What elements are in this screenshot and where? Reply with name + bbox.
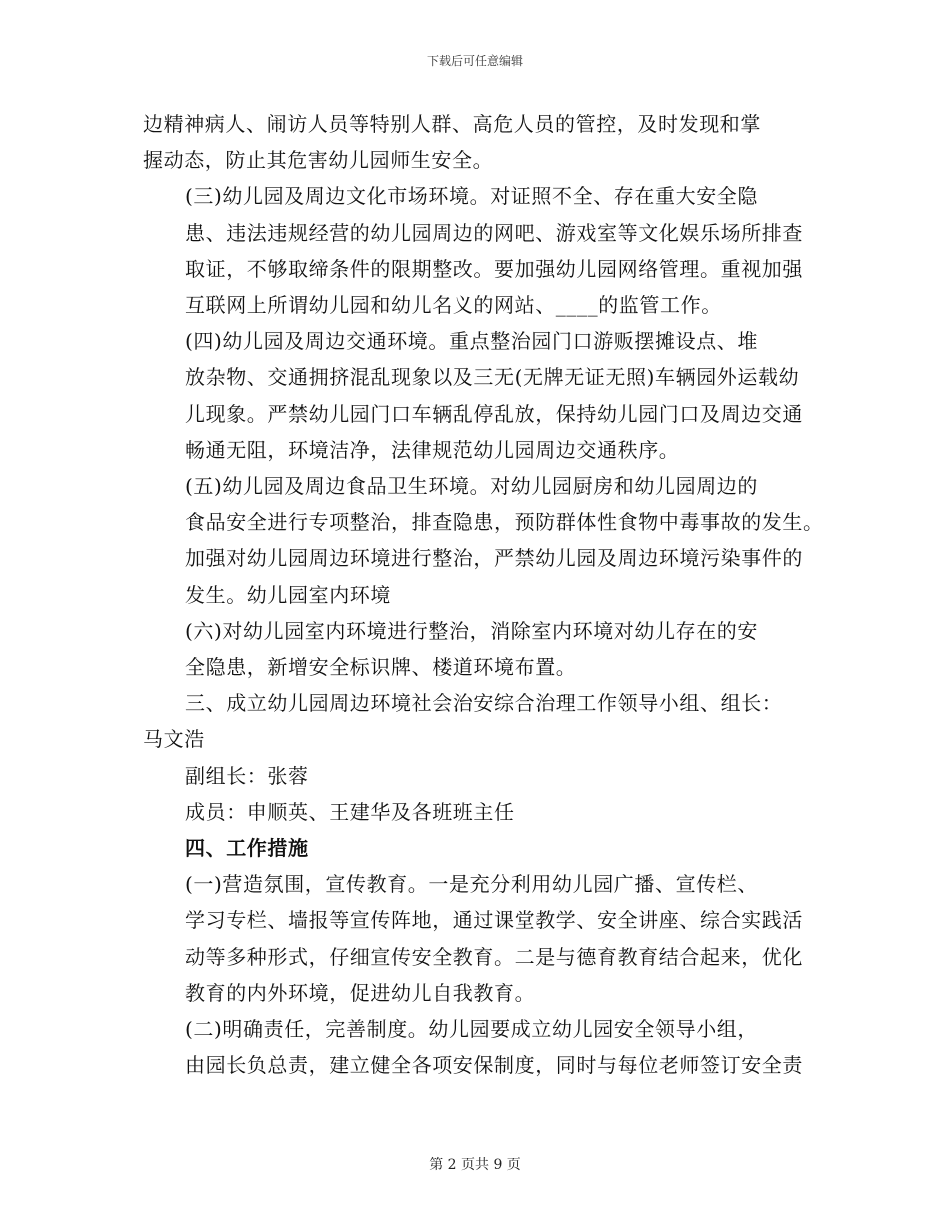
text-line: 互联网上所谓幼儿园和幼儿名义的网站、____的监管工作。 [185, 293, 722, 318]
text-line: (二)明确责任，完善制度。幼儿园要成立幼儿园安全领导小组， [185, 1017, 759, 1042]
paragraph-publicity [143, 866, 808, 1011]
text-line: 副组长：张蓉 [185, 763, 309, 788]
paragraph-continuation [143, 106, 808, 178]
section-heading-measures [143, 830, 808, 866]
text-line: 儿现象。严禁幼儿园门口车辆乱停乱放，保持幼儿园门口及周边交通 [185, 401, 803, 426]
text-line: 发生。幼儿园室内环境 [185, 582, 391, 607]
paragraph-culture-market [143, 178, 808, 323]
paragraph-food-hygiene [143, 468, 824, 613]
text-line: (三)幼儿园及周边文化市场环境。对证照不全、存在重大安全隐 [185, 184, 759, 209]
page-footer: 第 2 页共 9 页 [429, 1157, 521, 1173]
text-line: 由园长负总责，建立健全各项安保制度，同时与每位老师签订安全责 [185, 1053, 803, 1078]
page-header: 下载后可任意编辑 [426, 54, 523, 68]
text-line: 成员：申顺英、王建华及各班班主任 [185, 799, 515, 824]
text-line: (六)对幼儿园室内环境进行整治，消除室内环境对幼儿存在的安 [185, 618, 759, 643]
text-line: 加强对幼儿园周边环境进行整治，严禁幼儿园及周边环境污染事件的 [185, 546, 803, 571]
paragraph-indoor [143, 613, 808, 685]
text-line: (四)幼儿园及周边交通环境。重点整治园门口游贩摆摊设点、堆 [185, 329, 759, 354]
text-line: 教育的内外环境，促进幼儿自我教育。 [185, 980, 536, 1005]
paragraph-responsibility [143, 1011, 808, 1083]
paragraph-deputy-leader [143, 758, 808, 794]
text-line: 学习专栏、墙报等宣传阵地，通过课堂教学、安全讲座、综合实践活 [185, 908, 803, 933]
paragraph-leadership-group [143, 685, 808, 757]
text-line: 边精神病人、闹访人员等特别人群、高危人员的管控，及时发现和掌 [143, 112, 761, 136]
text-line: 食品安全进行专项整治，排查隐患，预防群体性食物中毒事故的发生。 [185, 510, 824, 535]
text-line: 马文浩 [143, 727, 205, 752]
text-line: 放杂物、交通拥挤混乱现象以及三无(无牌无证无照)车辆园外运载幼 [185, 365, 800, 390]
text-line: 患、违法违规经营的幼儿园周边的网吧、游戏室等文化娱乐场所排查 [185, 220, 803, 245]
paragraph-traffic [143, 323, 808, 468]
text-line: 握动态，防止其危害幼儿园师生安全。 [143, 148, 494, 173]
paragraph-members [143, 794, 808, 830]
text-line: 动等多种形式，仔细宣传安全教育。二是与德育教育结合起来，优化 [185, 944, 803, 969]
text-line: 全隐患，新增安全标识牌、楼道环境布置。 [185, 655, 577, 680]
text-line: 取证，不够取缔条件的限期整改。要加强幼儿园网络管理。重视加强 [185, 256, 803, 281]
text-line: 畅通无阻，环境洁净，法律规范幼儿园周边交通秩序。 [185, 437, 680, 462]
text-line: (一)营造氛围，宣传教育。一是充分利用幼儿园广播、宣传栏、 [185, 872, 759, 897]
text-line: 四、工作措施 [185, 836, 309, 861]
text-line: (五)幼儿园及周边食品卫生环境。对幼儿园厨房和幼儿园周边的 [185, 474, 759, 499]
document-body [143, 106, 824, 1083]
text-line: 三、成立幼儿园周边环境社会治安综合治理工作领导小组、组长： [185, 691, 783, 716]
